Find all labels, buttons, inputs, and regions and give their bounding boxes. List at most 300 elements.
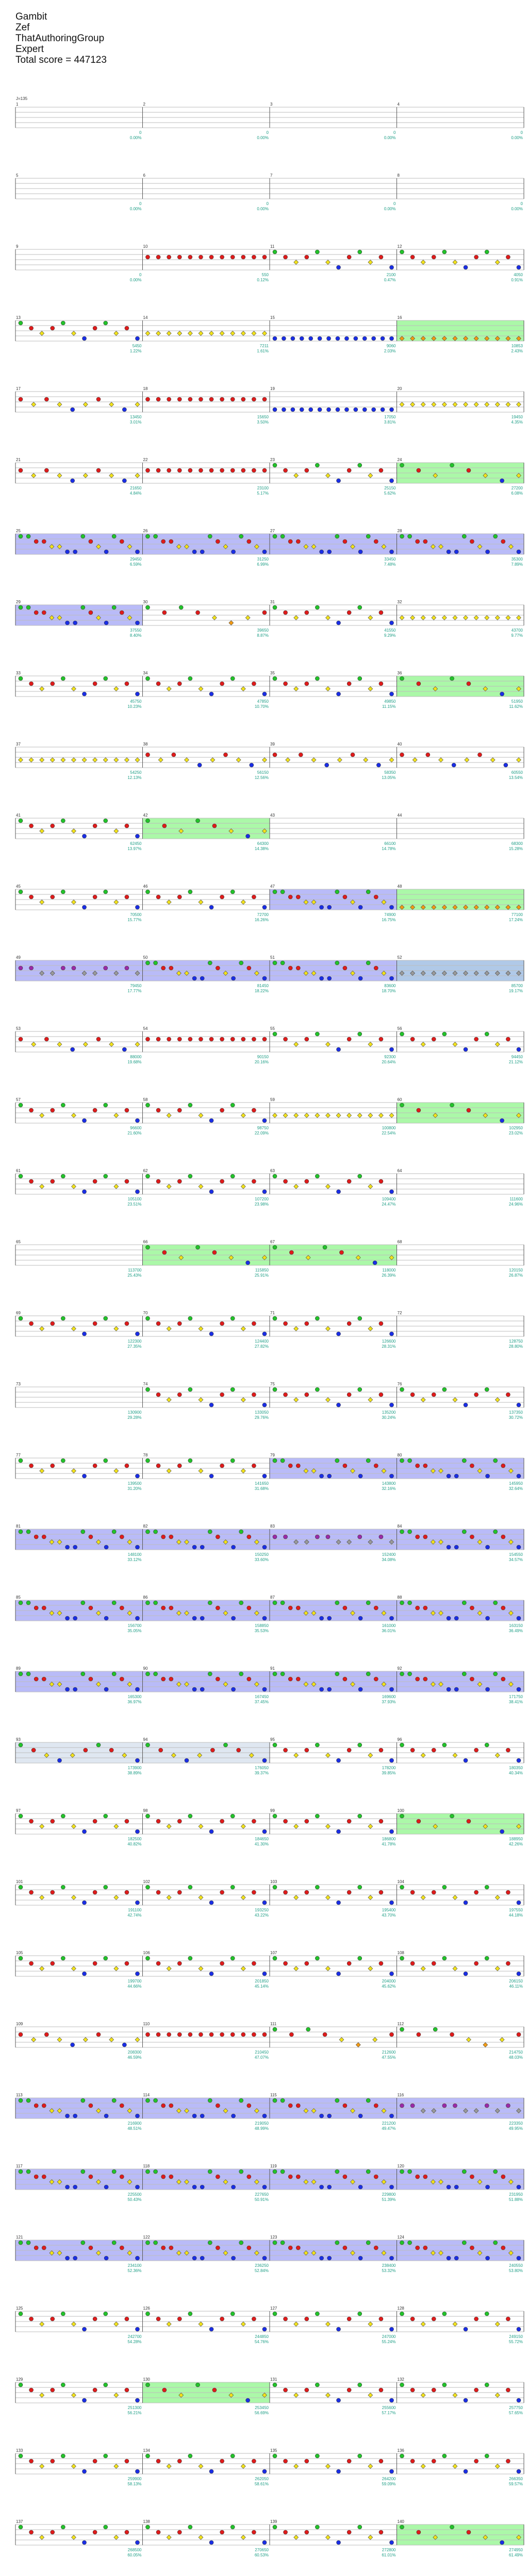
- note-gem: [294, 1895, 299, 1900]
- measure-number: 102: [143, 1879, 150, 1884]
- measure-percent: 2.43%: [511, 349, 523, 353]
- note-gem: [273, 1885, 277, 1889]
- note-gem: [125, 966, 129, 970]
- note-gem: [65, 550, 70, 554]
- note-gem: [474, 2388, 478, 2392]
- measure-score: 259900: [127, 2477, 142, 2481]
- note-gem: [135, 402, 140, 407]
- note-gem: [26, 2098, 30, 2103]
- note-gem: [82, 1332, 87, 1336]
- note-gem: [104, 676, 108, 681]
- note-gem: [325, 1824, 330, 1829]
- note-gem: [65, 1616, 70, 1620]
- note-gem: [495, 2322, 500, 2327]
- note-gem: [34, 1535, 38, 1539]
- note-gem: [485, 250, 489, 254]
- note-gem: [400, 2027, 404, 2031]
- measure-percent: 13.54%: [508, 775, 523, 780]
- note-gem: [408, 1672, 412, 1676]
- note-gem: [358, 1316, 362, 1320]
- note-gem: [104, 550, 108, 554]
- note-gem: [296, 966, 300, 970]
- note-gem: [154, 2170, 158, 2174]
- measure-number: 98: [143, 1808, 148, 1813]
- measure-score: 163150: [509, 1623, 523, 1628]
- note-gem: [19, 1814, 23, 1818]
- note-gem: [156, 468, 160, 472]
- note-gem: [250, 763, 254, 767]
- note-gem: [42, 611, 46, 615]
- note-gem: [122, 1047, 126, 1052]
- note-gem: [89, 539, 93, 544]
- measure-percent: 38.41%: [508, 1700, 523, 1704]
- note-gem: [200, 2114, 204, 2118]
- note-gem: [421, 2393, 425, 2398]
- note-gem: [209, 2540, 213, 2545]
- note-gem: [323, 1245, 327, 1249]
- note-gem: [273, 250, 277, 254]
- note-gem: [44, 1037, 48, 1041]
- note-gem: [229, 621, 234, 625]
- note-gem: [220, 468, 224, 472]
- measure-percent: 53.80%: [508, 2268, 523, 2273]
- note-gem: [347, 1819, 351, 1823]
- note-gem: [19, 1174, 23, 1178]
- measure-percent: 0.47%: [384, 278, 396, 282]
- note-gem: [156, 2317, 160, 2321]
- note-gem: [81, 1601, 85, 1605]
- note-gem: [112, 2241, 116, 2245]
- measure-percent: 0.00%: [257, 207, 269, 211]
- note-gem: [192, 2114, 196, 2118]
- note-gem: [462, 1601, 466, 1605]
- note-gem: [273, 753, 277, 757]
- note-gem: [400, 534, 404, 538]
- note-gem: [252, 1393, 256, 1397]
- note-gem: [29, 2317, 34, 2321]
- note-gem: [61, 1885, 65, 1889]
- note-gem: [93, 1321, 97, 1326]
- note-gem: [400, 2525, 404, 2529]
- note-gem: [335, 534, 339, 538]
- note-gem: [462, 534, 466, 538]
- measure-percent: 45.14%: [254, 1984, 269, 1989]
- note-gem: [154, 2241, 158, 2245]
- note-gem: [29, 966, 34, 970]
- measure-score: 21650: [130, 486, 142, 490]
- note-gem: [408, 1601, 412, 1605]
- measure-score: 111600: [509, 1197, 523, 1201]
- note-gem: [389, 1113, 394, 1118]
- measure-percent: 53.32%: [382, 2268, 396, 2273]
- note-gem: [483, 2043, 488, 2047]
- note-gem: [104, 1103, 108, 1107]
- note-gem: [209, 397, 213, 401]
- note-gem: [378, 1113, 383, 1118]
- note-gem: [26, 534, 30, 538]
- note-gem: [442, 2104, 447, 2108]
- note-gem: [65, 1545, 70, 1549]
- note-gem: [358, 250, 362, 254]
- measure-percent: 29.28%: [127, 1415, 142, 1420]
- note-gem: [167, 468, 171, 472]
- note-gem: [305, 1819, 309, 1823]
- measure-percent: 48.03%: [508, 2055, 523, 2060]
- measure-number: 4: [397, 102, 400, 107]
- note-gem: [337, 1047, 341, 1052]
- note-gem: [408, 1459, 412, 1463]
- note-gem: [241, 1824, 245, 1829]
- note-gem: [71, 758, 76, 762]
- measure-score: 7211: [259, 344, 269, 348]
- note-gem: [335, 2170, 339, 2174]
- note-gem: [199, 2322, 203, 2327]
- note-gem: [81, 1672, 85, 1676]
- note-gem: [366, 1672, 370, 1676]
- note-gem: [51, 326, 55, 330]
- measure-percent: 44.66%: [127, 1984, 142, 1989]
- measure-score: 5450: [132, 344, 142, 348]
- note-gem: [208, 534, 212, 538]
- note-gem: [453, 1895, 457, 1900]
- note-gem: [167, 1327, 171, 1331]
- note-gem: [29, 895, 34, 899]
- note-gem: [136, 336, 140, 341]
- note-gem: [236, 758, 241, 762]
- note-gem: [104, 1174, 108, 1178]
- measure-score: 51950: [511, 699, 523, 704]
- measure-score: 0: [139, 273, 142, 277]
- note-gem: [192, 2256, 196, 2260]
- measure-score: 201850: [255, 1979, 269, 1984]
- note-gem: [368, 473, 373, 478]
- note-gem: [93, 1890, 97, 1894]
- note-gem: [51, 2530, 55, 2534]
- measure-number: 35: [270, 671, 275, 675]
- measure-percent: 3.01%: [129, 420, 142, 425]
- note-gem: [273, 1387, 277, 1392]
- note-gem: [373, 1261, 377, 1265]
- note-gem: [288, 895, 292, 899]
- measure-score: 113700: [128, 1268, 142, 1273]
- note-gem: [29, 1179, 34, 1183]
- note-gem: [467, 468, 471, 472]
- note-gem: [327, 905, 332, 909]
- note-gem: [199, 1113, 203, 1118]
- note-gem: [284, 1037, 288, 1041]
- note-gem: [315, 1885, 319, 1889]
- note-gem: [374, 539, 378, 544]
- note-gem: [262, 1972, 267, 1976]
- note-gem: [177, 468, 182, 472]
- note-gem: [517, 1901, 521, 1905]
- note-gem: [82, 834, 87, 838]
- note-gem: [241, 1113, 245, 1118]
- note-gem: [315, 1814, 319, 1818]
- note-gem: [284, 1819, 288, 1823]
- note-gem: [29, 682, 34, 686]
- note-gem: [336, 336, 340, 341]
- measure-percent: 47.55%: [382, 2055, 396, 2060]
- note-gem: [517, 2032, 521, 2037]
- measure-score: 165300: [127, 1694, 142, 1699]
- note-gem: [273, 1956, 277, 1960]
- measure-percent: 17.24%: [508, 918, 523, 922]
- note-gem: [114, 2322, 119, 2327]
- note-gem: [188, 676, 192, 681]
- note-gem: [120, 1677, 124, 1681]
- note-gem: [500, 1829, 504, 1834]
- note-gem: [347, 468, 351, 472]
- measure-number: 16: [397, 315, 402, 320]
- note-gem: [104, 321, 108, 325]
- note-gem: [343, 1677, 347, 1681]
- note-gem: [366, 1459, 370, 1463]
- note-gem: [327, 1474, 332, 1478]
- note-gem: [390, 2469, 394, 2473]
- note-gem: [124, 758, 129, 762]
- note-gem: [379, 1535, 383, 1539]
- measure-score: 0: [139, 130, 142, 135]
- note-gem: [366, 2098, 370, 2103]
- note-gem: [220, 1321, 224, 1326]
- note-gem: [185, 1758, 189, 1762]
- note-gem: [450, 676, 454, 681]
- measure-percent: 48.99%: [254, 2126, 269, 2131]
- note-gem: [400, 1743, 404, 1747]
- note-gem: [199, 2535, 203, 2540]
- note-gem: [209, 2469, 213, 2473]
- note-gem: [442, 402, 447, 407]
- note-gem: [337, 1972, 341, 1976]
- note-gem: [188, 2032, 192, 2037]
- note-gem: [517, 1047, 521, 1052]
- note-gem: [325, 260, 330, 265]
- note-gem: [136, 1332, 140, 1336]
- measure-score: 37550: [130, 628, 142, 633]
- note-gem: [262, 2469, 267, 2473]
- note-gem: [40, 2464, 44, 2469]
- measure-percent: 46.11%: [509, 1984, 523, 1989]
- note-gem: [474, 2459, 478, 2463]
- measure-number: 11: [270, 244, 275, 249]
- measure-number: 109: [16, 2022, 23, 2026]
- measure-score: 247000: [382, 2334, 396, 2339]
- note-gem: [199, 1398, 203, 1402]
- note-gem: [280, 1601, 285, 1605]
- note-gem: [390, 1901, 394, 1905]
- note-gem: [247, 966, 251, 970]
- note-gem: [474, 1037, 478, 1041]
- measure-score: 214750: [509, 2050, 523, 2055]
- note-gem: [517, 758, 521, 762]
- note-gem: [320, 2185, 324, 2189]
- note-gem: [19, 1743, 23, 1747]
- note-gem: [347, 2530, 351, 2534]
- note-gem: [300, 336, 304, 341]
- note-gem: [337, 2327, 341, 2331]
- measure-number: 23: [270, 457, 275, 462]
- note-gem: [197, 763, 202, 767]
- note-gem: [423, 1606, 427, 1610]
- measure-number: 105: [16, 1951, 23, 1955]
- note-gem: [390, 1332, 394, 1336]
- note-gem: [262, 331, 267, 336]
- note-gem: [73, 1616, 77, 1620]
- note-gem: [81, 2098, 85, 2103]
- note-gem: [93, 2388, 97, 2392]
- note-gem: [136, 2540, 140, 2545]
- note-gem: [29, 326, 34, 330]
- note-gem: [40, 2535, 44, 2540]
- note-gem: [493, 1459, 498, 1463]
- note-gem: [169, 1677, 173, 1681]
- note-gem: [220, 1179, 224, 1183]
- measure-percent: 10.70%: [254, 704, 269, 709]
- measure-percent: 6.99%: [257, 562, 269, 567]
- note-gem: [247, 1606, 251, 1610]
- note-gem: [325, 687, 330, 691]
- note-gem: [517, 1474, 521, 1478]
- note-gem: [146, 2032, 150, 2037]
- note-gem: [51, 1464, 55, 1468]
- note-gem: [485, 2312, 489, 2316]
- measure-percent: 17.77%: [127, 989, 142, 993]
- note-gem: [410, 1748, 415, 1752]
- note-gem: [158, 758, 163, 762]
- note-gem: [337, 2540, 341, 2545]
- note-gem: [199, 1327, 203, 1331]
- measure-number: 124: [397, 2235, 404, 2240]
- note-gem: [245, 616, 250, 620]
- measure-number: 90: [143, 1666, 148, 1671]
- measure-score: 49850: [384, 699, 396, 704]
- note-gem: [252, 255, 256, 259]
- note-gem: [284, 1890, 288, 1894]
- note-gem: [421, 1753, 425, 1758]
- measure-percent: 48.51%: [127, 2126, 142, 2131]
- note-gem: [83, 1042, 88, 1047]
- note-gem: [432, 402, 436, 407]
- note-gem: [252, 682, 256, 686]
- note-gem: [517, 1972, 521, 1976]
- note-gem: [347, 2388, 351, 2392]
- note-gem: [296, 539, 300, 544]
- note-gem: [325, 2464, 330, 2469]
- note-gem: [120, 2246, 124, 2250]
- measure-number: 136: [397, 2448, 404, 2453]
- note-gem: [343, 2175, 347, 2179]
- note-gem: [337, 1901, 341, 1905]
- measure-number: 140: [397, 2519, 404, 2524]
- measure-score: 92300: [384, 1055, 396, 1059]
- note-gem: [416, 539, 420, 544]
- measure-percent: 15.77%: [127, 918, 142, 922]
- note-gem: [71, 1327, 76, 1331]
- note-gem: [486, 1474, 490, 1478]
- note-gem: [379, 255, 383, 259]
- note-gem: [136, 1829, 140, 1834]
- note-gem: [410, 1890, 415, 1894]
- note-gem: [29, 2530, 34, 2534]
- measure-percent: 5.17%: [257, 491, 269, 496]
- note-gem: [450, 1814, 454, 1818]
- note-gem: [230, 1956, 235, 1960]
- measure-number: 17: [16, 386, 21, 391]
- note-gem: [199, 468, 203, 472]
- note-gem: [450, 2032, 454, 2037]
- note-gem: [500, 2540, 504, 2545]
- measure-percent: 34.08%: [382, 1557, 396, 1562]
- measure-number: 95: [270, 1737, 275, 1742]
- measure-percent: 55.24%: [382, 2340, 396, 2344]
- note-gem: [315, 2312, 319, 2316]
- note-gem: [196, 1245, 200, 1249]
- note-gem: [305, 1961, 309, 1965]
- note-gem: [517, 2398, 521, 2402]
- measure-score: 124400: [255, 1339, 269, 1344]
- note-gem: [209, 255, 213, 259]
- measure-number: 101: [16, 1879, 23, 1884]
- note-gem: [506, 2388, 510, 2392]
- tempo-marking: J=135: [16, 96, 28, 101]
- note-gem: [136, 2327, 140, 2331]
- note-gem: [262, 1403, 267, 1407]
- note-gem: [146, 605, 150, 609]
- note-gem: [220, 1961, 224, 1965]
- measure-number: 99: [270, 1808, 275, 1813]
- measure-score: 68300: [511, 841, 523, 846]
- note-gem: [337, 758, 342, 762]
- note-gem: [343, 539, 347, 544]
- note-gem: [417, 1108, 421, 1112]
- note-gem: [89, 2104, 93, 2108]
- note-gem: [485, 1387, 489, 1392]
- note-gem: [161, 2175, 166, 2179]
- measure-percent: 1.22%: [129, 349, 142, 353]
- measure-percent: 7.48%: [384, 562, 396, 567]
- note-gem: [453, 2393, 457, 2398]
- note-gem: [379, 1748, 383, 1752]
- note-gem: [379, 1819, 383, 1823]
- note-gem: [73, 2256, 77, 2260]
- note-gem: [252, 1037, 256, 1041]
- note-gem: [146, 1459, 150, 1463]
- note-gem: [51, 682, 55, 686]
- note-gem: [19, 676, 23, 681]
- measure-number: 91: [270, 1666, 275, 1671]
- note-gem: [112, 1530, 116, 1534]
- note-gem: [506, 1037, 510, 1041]
- measure-number: 135: [270, 2448, 277, 2453]
- note-gem: [42, 2104, 46, 2108]
- note-gem: [327, 1616, 332, 1620]
- measure-number: 87: [270, 1595, 275, 1600]
- note-gem: [81, 2241, 85, 2245]
- note-gem: [390, 2256, 394, 2260]
- note-gem: [390, 2398, 394, 2402]
- measure-number: 22: [143, 457, 148, 462]
- note-gem: [61, 1956, 65, 1960]
- note-gem: [146, 1174, 150, 1178]
- measure-percent: 56.69%: [254, 2411, 269, 2415]
- note-gem: [188, 468, 192, 472]
- measure-number: 68: [397, 1240, 402, 1244]
- note-gem: [167, 687, 171, 691]
- measure-percent: 51.88%: [508, 2197, 523, 2202]
- measure-number: 89: [16, 1666, 21, 1671]
- note-gem: [230, 1885, 235, 1889]
